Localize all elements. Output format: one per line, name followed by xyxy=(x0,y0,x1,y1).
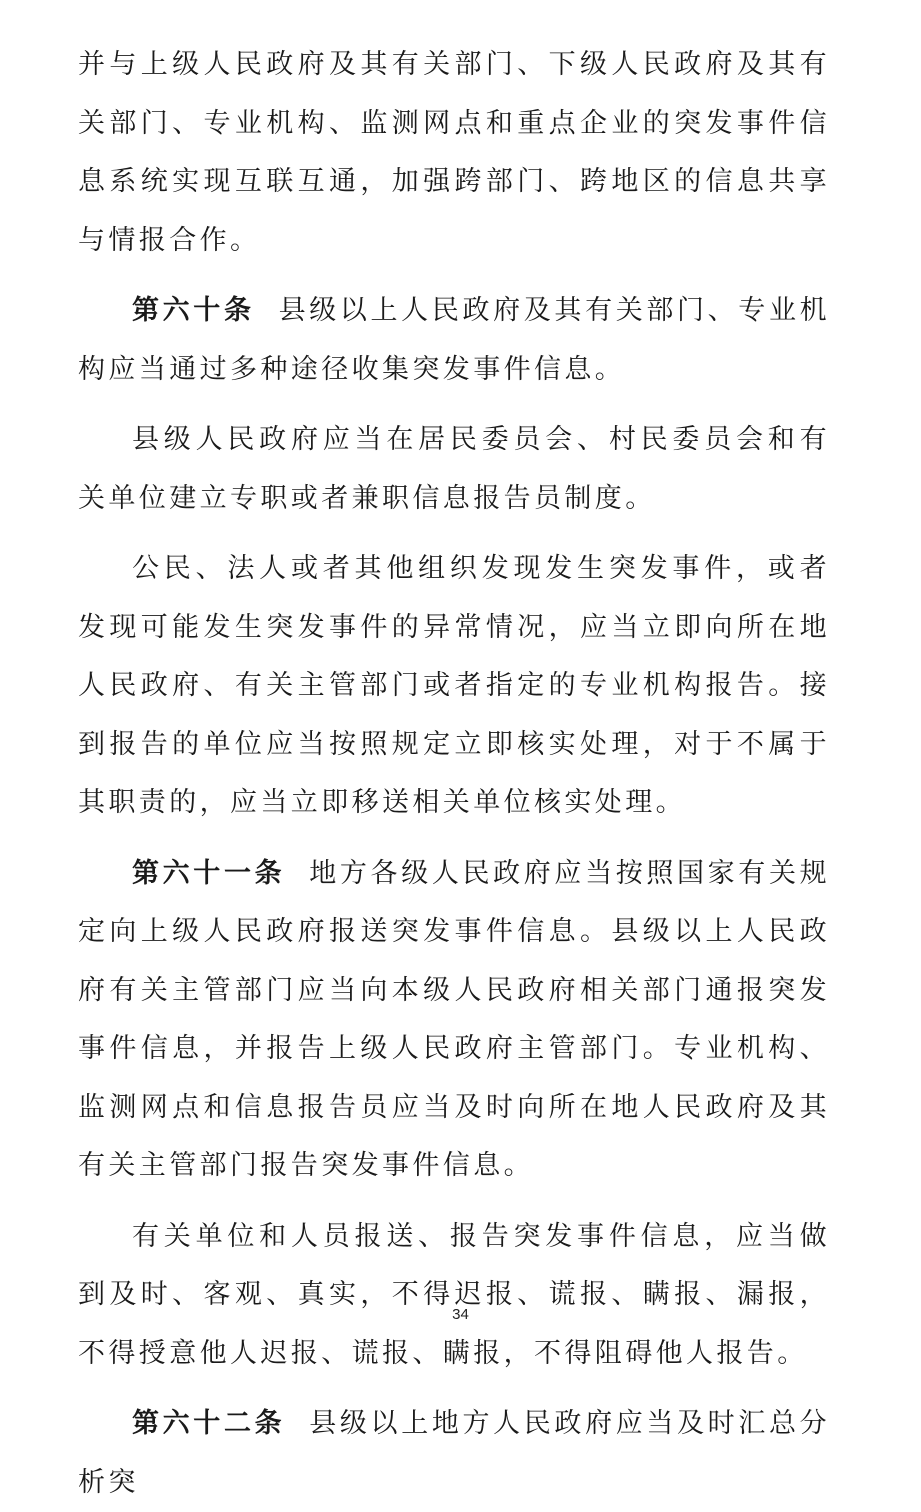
paragraph-continuation xyxy=(78,36,830,270)
paragraph-text: 地方各级人民政府应当按照国家有关规定向上级人民政府报送突发事件信息。县级以上人民政府有关主管部门应当向本级人民政府相关部门通报突发事件信息，并报告上级人民政府主管部门。专业机构、监测网点和信息报告员应当及时向所在地人民政府及其有关主管部门报告突发事件信息。 xyxy=(78,857,831,1181)
paragraph-text: 县级以上地方人民政府应当及时汇总分析突 xyxy=(78,1408,831,1498)
article-number: 第六十一条 xyxy=(132,857,286,889)
article-60 xyxy=(78,282,830,399)
article-number: 第六十条 xyxy=(132,295,255,326)
paragraph-info-reporter xyxy=(78,411,830,528)
paragraph-reporting-requirements xyxy=(78,1208,830,1384)
page-number: 34 xyxy=(452,1306,469,1323)
paragraph-text: 公民、法人或者其他组织发现发生突发事件，或者发现可能发生突发事件的异常情况，应当立即向所在地人民政府、有关主管部门或者指定的专业机构报告。接到报告的单位应当按照规定立即核实处理，对于不属于其职责的，应当立即移送相关单位核实处理。 xyxy=(78,553,830,818)
paragraph-text: 并与上级人民政府及其有关部门、下级人民政府及其有关部门、专业机构、监测网点和重点企业的突发事件信息系统实现互联互通，加强跨部门、跨地区的信息共享与情报合作。 xyxy=(78,49,830,256)
paragraph-text: 县级以上人民政府及其有关部门、专业机构应当通过多种途径收集突发事件信息。 xyxy=(78,295,830,385)
article-61 xyxy=(78,845,830,1196)
paragraph-text: 县级人民政府应当在居民委员会、村民委员会和有关单位建立专职或者兼职信息报告员制度。 xyxy=(78,424,830,514)
article-number: 第六十二条 xyxy=(132,1408,286,1439)
paragraph-text: 有关单位和人员报送、报告突发事件信息，应当做到及时、客观、真实，不得迟报、谎报、瞒报、漏报，不得授意他人迟报、谎报、瞒报，不得阻碍他人报告。 xyxy=(78,1220,830,1369)
article-62 xyxy=(78,1395,830,1512)
document-body xyxy=(78,36,830,1512)
paragraph-citizen-report xyxy=(78,540,830,833)
